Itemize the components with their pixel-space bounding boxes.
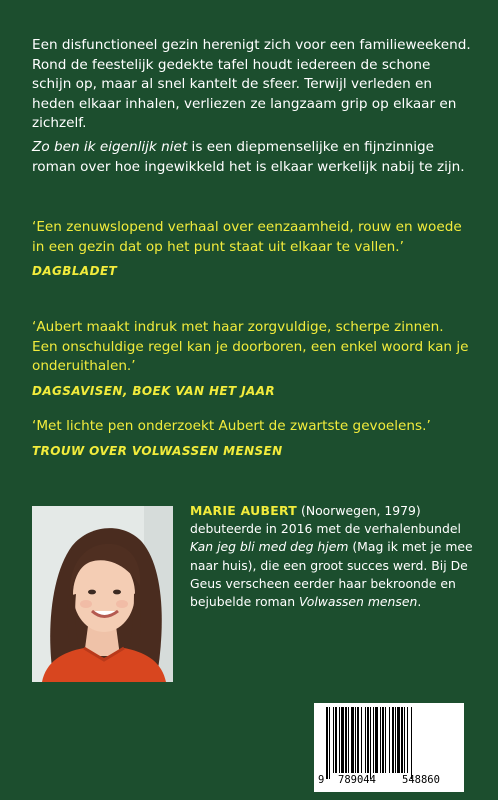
barcode-bar [367,707,369,773]
barcode-bar [380,707,381,773]
bio-text-1: (Noorwegen, 1979) debuteerde in 2016 met de verhalenbundel [190,503,461,537]
quote-3-source-title: VOLWASSEN MENSEN [131,443,283,458]
barcode-bar [407,707,408,773]
isbn-first-digit: 9 [318,774,325,786]
bio-text-3: . [417,594,422,610]
barcode-bar [373,707,374,773]
barcode-bar [348,707,349,773]
author-bio [190,502,475,611]
quote-1-source: DAGBLADET [32,264,118,278]
quote-1-text: ‘Een zenuwslopend verhaal over eenzaamheid, rouw en woede in een gezin dat op het punt staat uit elkaar te vallen.’ [32,219,462,255]
isbn-group-1: 789044 [338,774,376,786]
quote-2 [32,318,472,401]
barcode-bar [361,707,362,773]
author-portrait-illustration [32,506,173,682]
barcode-bar [404,707,405,773]
barcode-bar [389,707,390,773]
barcode-bar [333,707,334,773]
barcode-bars [322,707,456,781]
barcode-bar [339,707,340,773]
barcode-bar [326,707,328,779]
quote-1 [32,218,472,282]
blurb-paragraph-2 [32,138,472,177]
barcode-bar [335,707,337,773]
barcode-bar [370,707,371,779]
bio-text-2: (Mag ik met je mee naar huis), die een groot succes werd. Bij De Geus verscheen eerder haar bekroonde en bejubelde roman [190,539,473,610]
barcode-bar [341,707,344,773]
isbn-group-2: 548860 [402,774,440,786]
barcode-bar [365,707,366,773]
barcode-bar [395,707,396,773]
bio-book-title-1: Kan jeg bli med deg hjem [190,539,349,555]
author-photo [32,506,173,682]
blurb-text-2: is een diepmenselijke en fijnzinnige roman over hoe ingewikkeld het is elkaar werkelijk nabij te zijn. [32,139,465,175]
quote-3-text: ‘Met lichte pen onderzoekt Aubert de zwartste gevoelens.’ [32,418,431,434]
author-name: MARIE AUBERT [190,503,298,518]
blurb-text-1: Een disfunctioneel gezin herenigt zich voor een familieweekend. Rond de feestelijk gedekte tafel houdt iedereen de schone schijn op, maar al snel kantelt de sfeer. Terwijl verleden en heden elkaar inhalen, verliezen ze langzaam grip op elkaar en zichzelf. [32,37,471,131]
quote-3 [32,417,472,461]
barcode [314,703,464,792]
barcode-bar [355,707,356,773]
bio-book-title-2: Volwassen mensen [299,594,418,610]
quote-2-source: DAGSAVISEN, BOEK VAN HET JAAR [32,383,276,398]
barcode-bar [397,707,400,773]
quote-3-source [32,442,472,462]
quote-3-source-prefix: TROUW OVER [32,443,132,458]
barcode-bar [411,707,412,779]
barcode-bar [382,707,384,773]
barcode-bar [375,707,378,773]
barcode-bar [392,707,394,773]
barcode-bar [357,707,359,773]
barcode-bar [351,707,354,773]
book-title: Zo ben ik eigenlijk niet [32,139,188,155]
barcode-bar [329,707,330,779]
barcode-bar [401,707,403,773]
quote-2-text: ‘Aubert maakt indruk met haar zorgvuldige, scherpe zinnen. Een onschuldige regel kan je doorboren, een enkel woord kan je onderuithalen.’ [32,319,469,374]
barcode-bar [385,707,386,773]
blurb-paragraph-1 [32,36,472,134]
barcode-bar [345,707,347,773]
